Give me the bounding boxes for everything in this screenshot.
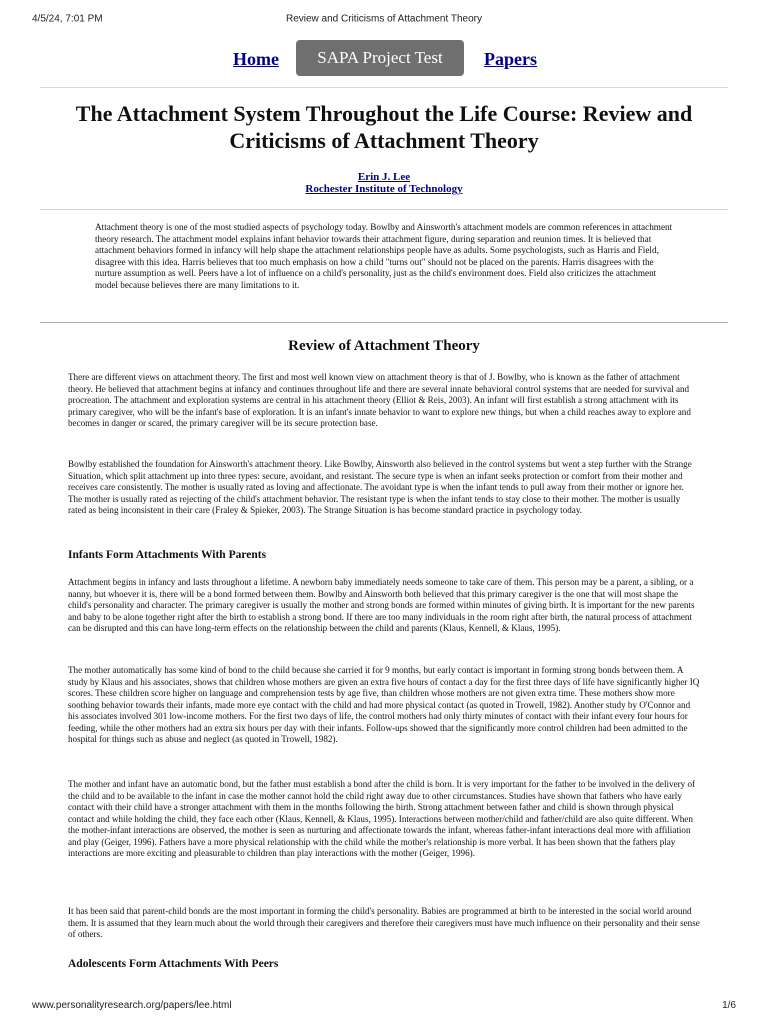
- author-link[interactable]: Erin J. Lee: [357, 171, 411, 183]
- affiliation-link[interactable]: Rochester Institute of Technology: [305, 183, 463, 195]
- print-url: www.personalityresearch.org/papers/lee.html: [32, 1000, 232, 1011]
- print-doc-title: Review and Criticisms of Attachment Theory: [285, 13, 482, 25]
- section-title: Review of Attachment Theory: [288, 338, 480, 354]
- paragraph: The mother automatically has some kind of bond to the child because she carried it for 9 months, but early contact is important in forming strong bonds between them. A study by Klaus and his associates, shows that children whose mothers are given an extra five hours of contact a day for the first three days of life have significantly higher IQ scores. These children score higher on language and comprehension tests by age five, than children whose mothers are not given extra time. These mothers show more soothing behavior towards their infants, made more eye contact with the child and had more physical contact (as quoted in Trowell, 1982). Another study by O'Connor and his associates involved 301 low-income mothers. For the first two days of life, the control mothers had only thirty minutes of contact with their infant every four hours for feeding, while the other mothers had an extra six hours per day with their infants. Follow-ups showed that the significantly more control children had been admitted to the hospital for things such as abuse and neglect (as quoted in Trowell, 1982).: [68, 665, 700, 744]
- divider: [40, 87, 728, 88]
- paragraph: It has been said that parent-child bonds are the most important in forming the child's personality. Babies are programmed at birth to be interested in the social world around them. It is assumed that they learn much about the world through their caregivers and therefore their caregivers must have much influence on their personality and their sense of others.: [68, 906, 700, 939]
- abstract: Attachment theory is one of the most studied aspects of psychology today. Bowlby and Ainsworth's attachment models are common references in attachment theory research. The attachment model explains infant behavior towards their attachment figure, during separation and reunion times. It is believed that attachment behaviors formed in infancy will help shape the attachment relationships people have as adults. Some psychologists, such as Harris and Field, disagree with this idea. Harris believes that too much emphasis on how a child "turns out" should not be placed on the parents. Harris disagrees with the nurture assumption as well. Peers have a lot of influence on a child's personality, just as the child's environment does. Field also criticizes the attachment model because believes there are many limitations to it.: [95, 222, 673, 290]
- print-header: [0, 0, 768, 25]
- papers-link[interactable]: Papers: [484, 49, 537, 69]
- paragraph: Attachment begins in infancy and lasts throughout a lifetime. A newborn baby immediately needs someone to take care of them. This person may be a parent, a sibling, or a nanny, but whoever it is, there will be a bond formed between them. Bowlby and Ainsworth both believed that this primary caregiver is the one that will most shape the child's personality and character. The primary caregiver is usually the mother and strong bonds are formed within minutes of giving birth. It is important for the new parents and baby to be alone together right after the birth to establish a strong bond. If there are too many individuals in the room right after birth, the natural process of attachment can be disrupted and this can have long-term effects on the relationship between the child and parents (Klaus, Kennell, & Klaus, 1995).: [68, 577, 695, 633]
- author-block: [0, 171, 768, 195]
- paragraph: There are different views on attachment theory. The first and most well known view on attachment theory is that of J. Bowlby, who is known as the father of attachment theory. He believed that attachment begins at infancy and continues throughout life and there are several innate behavioral control systems that are needed for survival and procreation. The attachment and exploration systems are central in his attachment theory (Elliot & Reis, 2003). An infant will first establish a strong attachment with its primary caregiver, who will be the infant's base of exploration. It is an infant's innate behavior to want to explore new things, but when a child reaches away to explore and becomes in danger or scared, the primary caregiver will be its secure protection base.: [68, 372, 691, 428]
- subsection-title: Adolescents Form Attachments With Peers: [68, 958, 279, 970]
- sapa-project-button[interactable]: SAPA Project Test: [296, 40, 464, 76]
- home-link[interactable]: Home: [233, 49, 279, 69]
- top-nav: [0, 40, 768, 78]
- print-datetime: 4/5/24, 7:01 PM: [32, 13, 103, 25]
- paragraph: The mother and infant have an automatic bond, but the father must establish a bond after the child is born. It is very important for the father to be involved in the delivery of the child and to be available to the infant in case the mother cannot hold the child right away due to other circumstances. Studies have shown that fathers who have early contact with their child have a stronger attachment with them in the months following the birth. Strong attachment between father and child is shown through physical contact and while holding the child, they face each other (Klaus, Kennell, & Klaus, 1995). Interactions between mother/child and father/child are also quite different. When the mother-infant interactions are observed, the mother is seen as nurturing and affectionate towards the infant, whereas father-infant interactions deal more with affiliation and play (Geiger, 1996). Fathers have a more physical relationship with the child while the mother's relationship is more verbal. It has been shown that the fathers play interactions are more exciting and pleasurable to children than play interactions with the mother (Geiger, 1996).: [68, 779, 696, 858]
- article-title: The Attachment System Throughout the Life Course: Review and Criticisms of Attachment Theory: [75, 101, 693, 153]
- divider: [40, 209, 728, 210]
- subsection-title: Infants Form Attachments With Parents: [68, 549, 267, 561]
- divider: [40, 322, 728, 323]
- print-page-number: 1/6: [722, 1000, 736, 1011]
- print-footer: [0, 994, 768, 1024]
- paragraph: Bowlby established the foundation for Ainsworth's attachment theory. Like Bowlby, Ainsworth also believed in the control systems but went a step further with the Strange Situation, which split attachment up into three types: secure, avoidant, and resistant. The secure type is when an infant seeks protection or comfort from their mother and receives care consistently. The mother is usually rated as loving and affectionate. The avoidant type is when the infant tends to pull away from their mother or ignore her. The mother is usually rated as rejecting of the child's attachment behavior. The resistant type is when the infant tends to stay close to their mother. The mother is usually rated as being inconsistent in their care (Fraley & Spieker, 2003). The Strange Situation is has become standard practice in psychology today.: [68, 459, 692, 515]
